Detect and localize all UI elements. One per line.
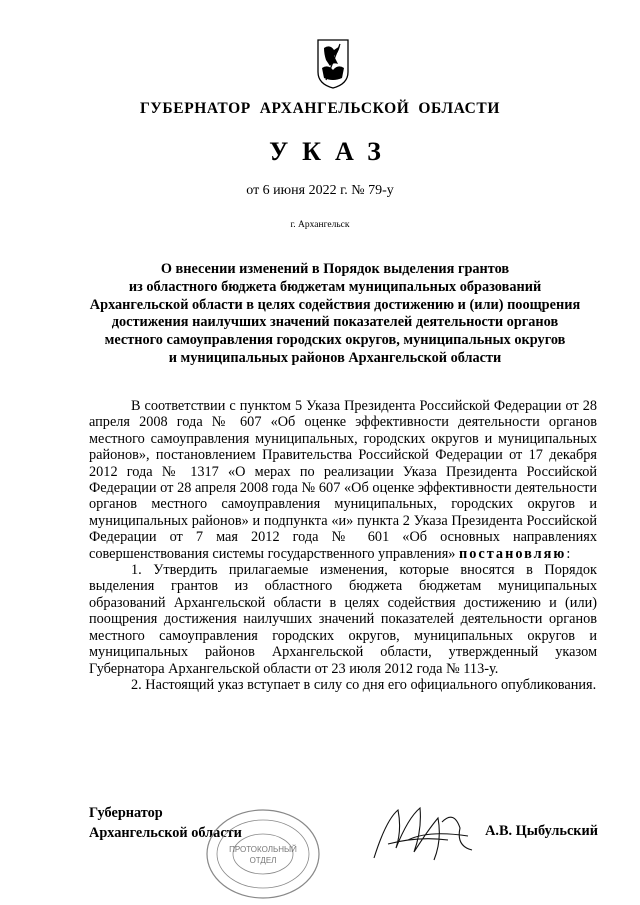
signatory-name: А.В. Цыбульский	[485, 823, 598, 839]
city: г. Архангельск	[290, 220, 350, 230]
document-title	[70, 261, 600, 368]
document-type: УКАЗ	[269, 137, 395, 166]
item-1: 1. Утвердить прилагаемые изменения, которые вносятся в Порядок выделения грантов из областного бюджета бюджетам муниципальных образований Архангельской области в целях содействия достижению и (или) поощрения достижения наилучших значений показателей деятельности органов местного самоуправления городских округов, муниципальных округов и муниципальных районов Архангельской области, утвержденный указом Губернатора Архангельской области от 23 июля 2012 года № 113-у.	[89, 562, 597, 677]
document-body	[89, 398, 597, 693]
position-line: Губернатор	[89, 805, 163, 821]
title-line: Архангельской области в целях содействия достижению и (или) поощрения	[89, 296, 581, 313]
position-line: Архангельской области	[89, 825, 242, 841]
title-line: из областного бюджета бюджетам муниципальных образований	[128, 278, 542, 295]
decree-word: постановляю	[459, 545, 567, 562]
handwritten-signature-icon	[368, 800, 478, 870]
title-line: и муниципальных районов Архангельской области	[168, 349, 502, 366]
preamble-text: В соответствии с пунктом 5 Указа Президента Российской Федерации от 28 апреля 2008 года № 607 «Об оценке эффективности деятельности органов местного самоуправления муниципальных, городских округов и муниципальных районов», постановлением Правительства Российской Федерации от 17 декабря 2012 года № 1317 «О мерах по реализации Указа Президента Российской Федерации от 28 апреля 2008 года № 607 «Об оценке эффективности деятельности органов местного самоуправления муниципальных, городских округов и муниципальных районов» и подпункта «и» пункта 2 Указа Президента Российской Федерации от 7 мая 2012 года № 601 «Об основных направлениях совершенствования системы государственного управления»	[89, 398, 597, 562]
title-line: О внесении изменений в Порядок выделения грантов	[160, 261, 510, 277]
coat-of-arms-icon	[316, 38, 350, 90]
item-2: 2. Настоящий указ вступает в силу со дня его официального опубликования.	[131, 676, 597, 693]
authority-heading: ГУБЕРНАТОР АРХАНГЕЛЬСКОЙ ОБЛАСТИ	[139, 100, 501, 117]
svg-text:ОТДЕЛ: ОТДЕЛ	[249, 856, 277, 865]
svg-text:ПРОТОКОЛЬНЫЙ: ПРОТОКОЛЬНЫЙ	[229, 845, 297, 854]
preamble-paragraph: В соответствии с пунктом 5 Указа Президента Российской Федерации от 28 апреля 2008 года № 607 «Об оценке эффективности деятельности органов местного самоуправления муниципальных, городских округов и муниципальных районов», постановлением Правительства Российской Федерации от 17 декабря 2012 года № 1317 «О мерах по реализации Указа Президента Российской Федерации от 28 апреля 2008 года № 607 «Об оценке эффективности деятельности органов местного самоуправления муниципальных, городских округов и муниципальных районов» и подпункта «и» пункта 2 Указа Президента Российской Федерации от 7 мая 2012 года № 601 «Об основных направлениях совершенствования системы государственного управления» постановляю:	[89, 398, 597, 562]
title-line: местного самоуправления городских округов, муниципальных округов	[104, 332, 566, 349]
stamp-seal-icon	[203, 806, 323, 901]
date-number: от 6 июня 2022 г. № 79-у	[246, 183, 394, 198]
title-line: достижения наилучших значений показателей деятельности органов	[111, 314, 559, 331]
